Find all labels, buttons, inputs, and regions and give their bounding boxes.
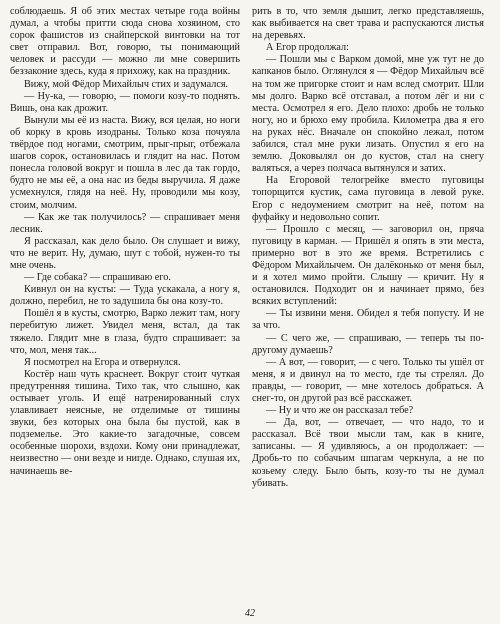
right-column (252, 6, 484, 490)
paragraph: А Егор продолжал: (266, 42, 349, 54)
paragraph: Костёр наш чуть краснеет. Вокруг стоит чуткая предутренняя тишина. Тихо так, что слышно, как остывает уголь. И ещё натренированный слух улавливает неясные, не отделимые от тишины звуки, без которых она была бы пустой, как в подземелье. Это какие-то загадочные, совсем особенные шорохи, вздохи. Кому они принадлежат, неизвестно — они везде и нигде. Однако, слушая их, начинаешь ве- (10, 368, 240, 477)
paragraph: Кивнул он на кусты: — Туда ускакала, а ногу я, должно, перебил, не то задушила бы она козу-то. (10, 284, 240, 308)
paragraph: — Прошло с месяц, — заговорил он, пряча пуговицу в карман. — Пришёл я опять в эти места, примерно вот в это же время. Встретились с Фёдором Михайлычем. Он далёконько от меня был, и я хотел мимо пройти. Слышу — кричит. Ну я остановился. Подходит он и начинает прямо, без всяких вступлений: (252, 223, 484, 308)
page-number: 42 (245, 608, 255, 619)
paragraph: Вижу, мой Фёдор Михайлыч стих и задумался. (24, 78, 229, 90)
paragraph: — Где собака? — спрашиваю его. (24, 272, 171, 284)
paragraph: соблюдаешь. Я об этих местах четыре года войны думал, а чтобы притти сюда снова хозяином, сто сорок фашистов из снайперской винтовки на тот свет отправил. Вот, говорю, ты понимающий человек и рассуди — можно ли мне совершить беззаконие здесь, куда я прихожу, как на праздник. (10, 6, 240, 78)
paragraph: рить в то, что земля дышит, легко представляешь, как выбивается на свет трава и распускаются листья на деревьях. (252, 6, 484, 42)
paragraph: — Ну и что же он рассказал тебе? (266, 405, 414, 417)
paragraph: — Ну-ка, — говорю, — помоги козу-то поднять. Вишь, она как дрожит. (10, 90, 240, 114)
paragraph: На Егоровой телогрейке вместо пуговицы топорщится кустик, сама пуговица в левой руке. Егор с недоумением смотрит на неё, потом на фуфайку и недовольно сопит. (252, 175, 484, 223)
paragraph: — Ты извини меня. Обидел я тебя попусту. И не за что. (252, 308, 484, 332)
paragraph: Я посмотрел на Егора и отвернулся. (24, 356, 181, 368)
paragraph: — Как же так получилось? — спрашивает меня лесник. (10, 211, 240, 235)
paragraph: Пошёл я в кусты, смотрю, Варко лежит там, ногу перебитую лижет. Увидел меня, встал, да так тяжело. Глядит мне в глаза, будто спрашивает: за что, мол, меня так... (10, 308, 240, 356)
paragraph: — С чего же, — спрашиваю, — теперь ты по-другому думаешь? (252, 332, 484, 356)
paragraph: — Пошли мы с Варком домой, мне уж тут не до капканов было. Оглянулся я — Фёдор Михайлыч всё на том же пригорке стоит и нам вслед смотрит. Шли мы долго. Варко всё отставал, а потом лёг и ни с места. Осмотрел я его. Дело плохо: дробь не только ногу, но и брюхо ему пробила. Километра два я его на руках нёс. Вначале он спокойно лежал, потом забился, стал мне руки лизать. Опустил я его на землю. Доковылял он до кустов, стал на снегу валяться, а через полчаса вытянулся и затих. (252, 54, 484, 175)
paragraph: Вынули мы её из наста. Вижу, вся целая, но ноги об корку в кровь изодраны. Только коза почуяла твёрдое под ногами, смотрим, прыг-прыг, отбежала шагов сорок, остановилась и глядит на нас. Потом понесла головой вокруг и пошла в лес да так гордо, будто не мы её, а она нас из беды выручила. Я даже усмехнулся, глядя на неё. Ну, проводили мы козу, стоим, молчим. (10, 114, 240, 211)
paragraph: Я рассказал, как дело было. Он слушает и вижу, что не верит. Ну, думаю, шут с тобой, нужен-то ты мне очень. (10, 235, 240, 271)
paragraph: — Да, вот, — отвечает, — что надо, то и рассказал. Всё твои мысли там, как в книге, записаны. — Я удивляюсь, а он продолжает: — Дробь-то по собачьим шпагам черкнула, а не по козьему следу. Было быть, козу-то ты не думал убивать. (252, 417, 484, 489)
paragraph: — А вот, — говорит, — с чего. Только ты ушёл от меня, я и двинул на то место, где ты стрелял. До правды, — говорит, — мне хотелось добраться. А снег-то, он другой раз всё расскажет. (252, 356, 484, 404)
left-column (10, 6, 240, 478)
